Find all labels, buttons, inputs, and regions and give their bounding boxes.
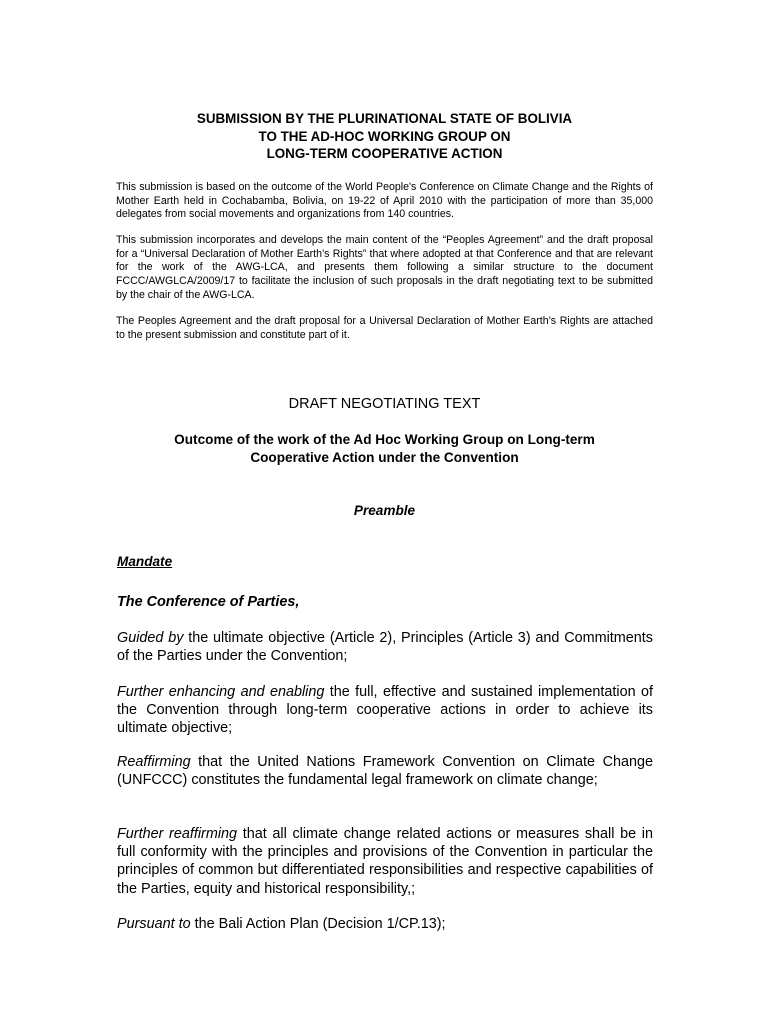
preamble-paragraph-4 xyxy=(117,825,653,898)
paragraph-lead: Further reaffirming xyxy=(117,826,238,842)
intro-paragraph-2: This submission incorporates and develops the main content of the “Peoples Agreement” and the draft proposal for a “Universal Declaration of Mother Earth’s Rights” that where adopted at that Conference and that are relevant for the work of the AWG-LCA, and presents them following a similar structure to the document FCCC/AWGLCA/2009/17 to facilitate the inclusion of such proposals in the draft negotiating text to be submitted by the chair of the AWG-LCA. xyxy=(116,234,653,301)
title-line-1: SUBMISSION BY THE PLURINATIONAL STATE OF BOLIVIA xyxy=(196,111,573,126)
paragraph-body: that all climate change related actions or measures shall be in full conformity with the principles and provisions of the Convention in particular the principles of common but differentiated responsibilities and respective capabilities of the Parties, equity and historical responsibility,; xyxy=(117,826,653,897)
draft-heading: DRAFT NEGOTIATING TEXT xyxy=(288,396,481,412)
preamble-paragraph-2 xyxy=(117,683,653,738)
intro-paragraph-3: The Peoples Agreement and the draft proposal for a Universal Declaration of Mother Earth’s Rights are attached to the present submission and constitute part of it. xyxy=(116,315,653,341)
paragraph-body: the ultimate objective (Article 2), Principles (Article 3) and Commitments of the Parties under the Convention; xyxy=(117,630,653,665)
paragraph-body: the full, effective and sustained implementation of the Convention through long-term cooperative actions in order to achieve its ultimate objective; xyxy=(117,684,654,737)
paragraph-body: the Bali Action Plan (Decision 1/CP.13); xyxy=(190,916,446,932)
paragraph-body: that the United Nations Framework Convention on Climate Change (UNFCCC) constitutes the fundamental legal framework on climate change; xyxy=(117,754,653,789)
paragraph-lead: Pursuant to xyxy=(117,916,191,932)
preamble-paragraph-1 xyxy=(117,629,653,665)
paragraph-lead: Further enhancing and enabling xyxy=(117,684,325,700)
outcome-line-2: Cooperative Action under the Convention xyxy=(250,450,519,465)
title-line-2: TO THE AD-HOC WORKING GROUP ON xyxy=(258,128,511,144)
submission-title xyxy=(116,110,653,163)
intro-paragraph-1: This submission is based on the outcome of the World People's Conference on Climate Change and the Rights of Mother Earth held in Cochabamba, Bolivia, on 19-22 of April 2010 with the participation of more than 35,000 delegates from social movements and organizations from 140 countries. xyxy=(116,181,653,221)
conference-heading: The Conference of Parties, xyxy=(117,594,300,610)
outcome-line-1: Outcome of the work of the Ad Hoc Working Group on Long-term xyxy=(174,432,595,447)
preamble-heading: Preamble xyxy=(353,503,416,518)
outcome-heading xyxy=(116,431,653,467)
title-line-3: LONG-TERM COOPERATIVE ACTION xyxy=(266,146,503,161)
paragraph-lead: Guided by xyxy=(117,630,184,646)
mandate-heading: Mandate xyxy=(117,554,173,569)
preamble-paragraph-5 xyxy=(117,915,653,933)
preamble-paragraph-3 xyxy=(117,753,653,789)
paragraph-lead: Reaffirming xyxy=(117,754,191,770)
